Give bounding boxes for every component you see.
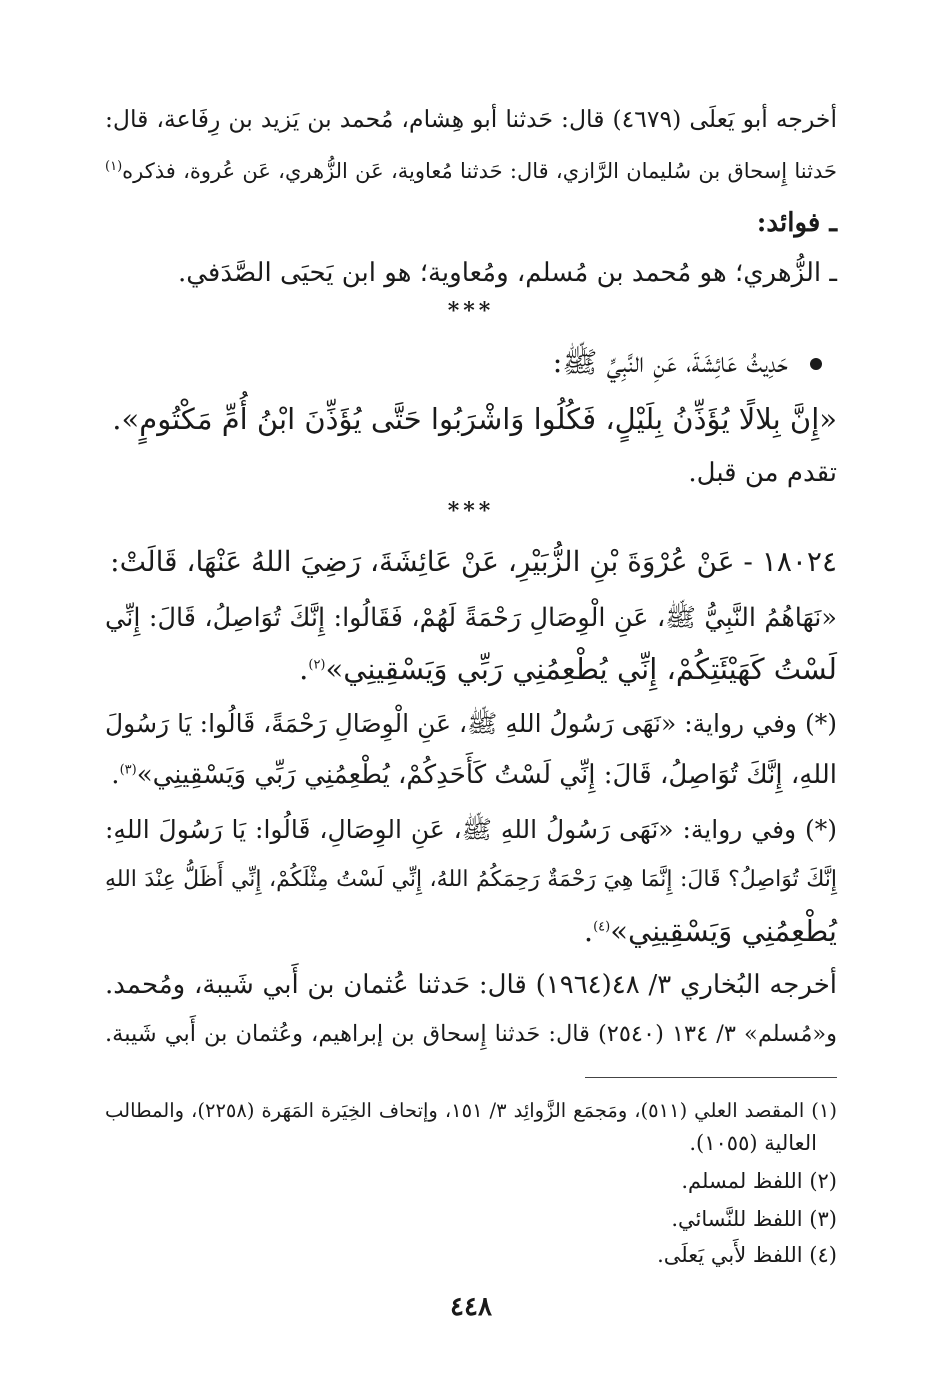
footnote-1-line2: العالية (١٠٥٥). — [689, 1131, 817, 1155]
bullet-icon — [810, 358, 822, 370]
footnote-ref-1: (١) — [105, 159, 123, 174]
footnote-3: (٣) اللفظ للنَّسائي. — [671, 1207, 837, 1231]
riwaya1-line1: (*) وفي رواية: «نَهَى رَسُولُ اللهِ ﷺ، عَنِ الْوِصَالِ رَحْمَةً، قَالُوا: يَا رَسُولَ — [105, 709, 837, 738]
period: . — [299, 652, 309, 686]
section-separator: *** — [447, 498, 495, 524]
takhrij-abu-yala-line1: أخرجه أبو يَعلَى (٤٦٧٩) قال: حَدثنا أبو هِشام، مُحمد بن يَزيد بن رِفَاعة، قال: — [105, 105, 837, 133]
section-separator: *** — [447, 298, 495, 324]
period: . — [111, 760, 120, 790]
hadith-18024-header: ١٨٠٢٤ - عَنْ عُرْوَةَ بْنِ الزُّبَيْرِ، عَنْ عَائِشَةَ، رَضِيَ اللهُ عَنْهَا، قَالَتْ: — [110, 545, 837, 578]
hadith-note: تقدم من قبل. — [688, 458, 837, 488]
riwaya2-line3 — [105, 912, 837, 950]
period: . — [583, 914, 594, 948]
takhrij-bukhari: أخرجه البُخاري ٣/ ٤٨(١٩٦٤) قال: حَدثنا عُثمان بن أَبي شَيبة، ومُحمد. — [105, 970, 837, 1000]
benefits-line: ـ الزُّهري؛ هو مُحمد بن مُسلم، ومُعاوية؛ هو ابن يَحيَى الصَّدَفي. — [178, 258, 837, 288]
riwaya2-line1: (*) وفي رواية: «نَهَى رَسُولُ اللهِ ﷺ، عَنِ الوِصَالِ، قَالُوا: يَا رَسُولَ اللهِ: — [105, 815, 837, 844]
riwaya2-line2: إِنَّكَ تُوَاصِلُ؟ قَالَ: إِنَّمَا هِيَ رَحْمَةٌ رَحِمَكُمُ اللهُ، إِنِّي لَسْتُ مِثْلَكُمْ، إِنِّي أَظَلُّ عِنْدَ اللهِ — [105, 867, 837, 892]
footnote-2: (٢) اللفظ لمسلم. — [681, 1169, 837, 1193]
footnote-ref-4: (٤) — [593, 919, 611, 935]
hadith-18024-text-line2 — [105, 650, 837, 688]
footnote-ref-3: (٣) — [119, 762, 137, 778]
hadith-text: «إِنَّ بِلالًا يُؤَذِّنُ بِلَيْلٍ، فَكُلُوا وَاشْرَبُوا حَتَّى يُؤَذِّنَ ابْنُ أُمِّ مَكْتُومٍ». — [112, 402, 837, 436]
hadith-intro-text: حَدِيثُ عَائِشَةَ، عَنِ النَّبِيِّ ﷺ: — [552, 345, 788, 379]
takhrij-abu-yala-line2 — [105, 152, 837, 190]
riwaya2-line3-text: يُطْعِمُنِي وَيَسْقِينِي» — [610, 914, 837, 948]
hadith-intro — [90, 343, 822, 381]
hadith-18024-text-line2-text: لَسْتُ كَهَيْئَتِكُمْ، إِنِّي يُطْعِمُنِي رَبِّي وَيَسْقِينِي» — [325, 652, 837, 686]
takhrij-abu-yala-line2-text: حَدثنا إِسحاق بن سُليمان الرَّازي، قال: حَدثنا مُعاوية، عَن الزُّهري، عَن عُروة، فذكره — [122, 159, 837, 183]
hadith-18024-text-line1: «نَهَاهُمُ النَّبِيُّ ﷺ، عَنِ الْوِصَالِ رَحْمَةً لَهُمْ، فَقَالُوا: إِنَّكَ تُوَاصِلُ، قَالَ: إِنِّي — [105, 603, 837, 633]
page-number: ٤٤٨ — [450, 1292, 492, 1322]
footnote-4: (٤) اللفظ لأَبي يَعلَى. — [657, 1243, 837, 1267]
riwaya1-line2-text: اللهِ، إِنَّكَ تُوَاصِلُ، قَالَ: إِنِّي لَسْتُ كَأَحَدِكُمْ، يُطْعِمُنِي رَبِّي وَيَسْقِينِي» — [136, 760, 837, 790]
riwaya1-line2 — [105, 756, 837, 794]
benefits-heading: ـ فوائد: — [756, 208, 837, 238]
footnote-divider — [585, 1077, 837, 1078]
footnote-ref-2: (٢) — [308, 657, 326, 673]
takhrij-muslim: و«مُسلم» ٣/ ١٣٤ (٢٥٤٠) قال: حَدثنا إِسحاق بن إبراهيم، وعُثمان بن أَبي شَيبة. — [105, 1021, 838, 1047]
footnote-1-line1: (١) المقصد العلي (٥١١)، ومَجمَع الزَّوائِد ٣/ ١٥١، وإتحاف الخِيَرة المَهَرة (٢٢٥٨)، والمطالب — [105, 1099, 837, 1122]
